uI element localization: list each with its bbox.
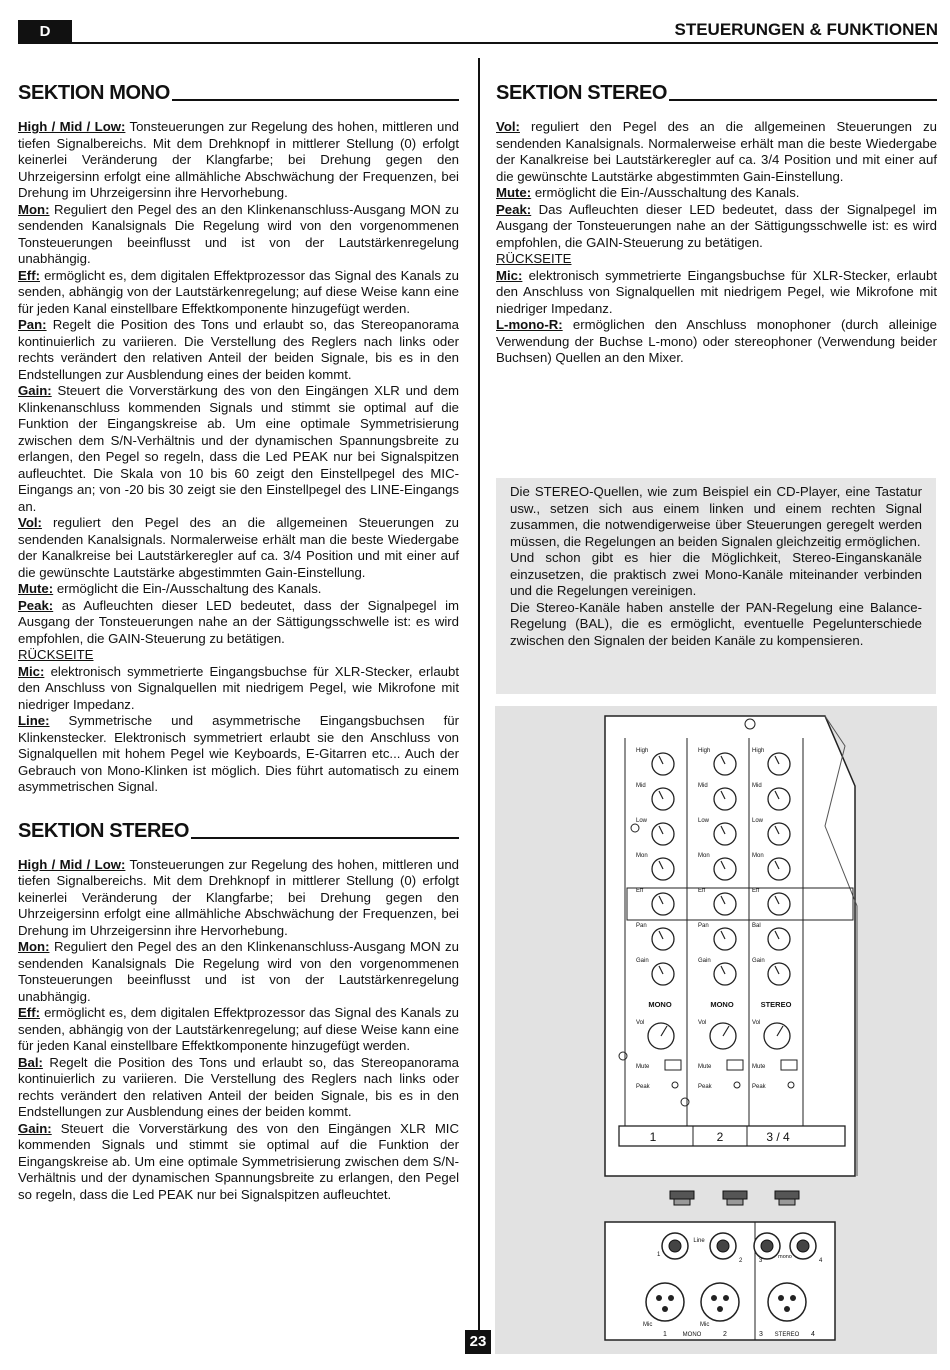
text-paragraph <box>18 581 459 598</box>
jack-connector-icon <box>775 1191 799 1199</box>
channel-number: 2 <box>723 1331 727 1338</box>
text-paragraph <box>18 713 459 796</box>
term-description: as Aufleuchten dieser LED bedeutet, dass der Signalpegel im Ausgang der Tonsteuerungen nahe an der Sättigungsschwelle ist: es wird empfohlen, die GAIN-Steuerung zu betätigen. <box>18 597 459 646</box>
term-description: ermöglicht es, dem digitalen Effektprozessor das Signal des Kanals zu senden, abhängig von der Lautstärkenregelung; auf diese Weise kann eine für jeden Kanal einstellbare Effektkomponente hinzugefügt werden. <box>18 267 459 316</box>
term-description: Steuert die Vorverstärkung des von den Eingängen XLR MIC kommenden Signals und stimmt sie optimal auf die Funktion der Eingangskreise ab. Um eine optimale Symmetrisierung zwischen dem S/N-Verhältnis und der dynamischen Spannungsbreite zu erlangen, den Pegel so regeln, dass die Led PEAK nur bei Signalspitzen aufleuchtet. <box>18 1120 459 1202</box>
term-description: Tonsteuerungen zur Regelung des hohen, mittleren und tiefen Signalbereichs. Mit dem Drehknopf in mittlerer Stellung (0) erfolgt keinerlei Veränderung der Klangfarbe; bei Drehung gegen den Uhrzeigersinn erfolgt eine allmähliche Abschwächung der Frequenzen, bei Drehung im Uhrzeigersinn ihre Hervorhebung. <box>18 119 459 200</box>
xlr-pin <box>662 1306 668 1312</box>
mute-button-icon <box>781 1060 797 1070</box>
knob-label: Mon <box>752 853 764 859</box>
peak-label: Peak <box>698 1084 712 1090</box>
knob-label: Pan <box>698 923 709 929</box>
jack-connector-icon <box>727 1199 743 1205</box>
knob-label: Eff <box>698 888 706 894</box>
subheading: RÜCKSEITE <box>18 647 94 662</box>
section-title-stereo-left: SEKTION STEREO <box>18 820 459 843</box>
volume-label: Vol <box>698 1020 707 1026</box>
mute-label: Mute <box>698 1064 712 1070</box>
xlr-pin <box>668 1295 674 1301</box>
xlr-mic-jack-icon <box>646 1283 684 1321</box>
peak-label: Peak <box>636 1084 650 1090</box>
line-jack-hole <box>669 1240 681 1252</box>
term-description: elektronisch symmetrierte Eingangsbuchse für XLR-Stecker, erlaubt den Anschluss von Signalquellen mit niedrigem Pegel, wie Mikrofone mit niedriger Impedanz. <box>496 267 937 316</box>
section-title-stereo-right: SEKTION STEREO <box>496 82 937 105</box>
line-jack-hole <box>761 1240 773 1252</box>
jack-connector-icon <box>670 1191 694 1199</box>
text-paragraph <box>496 251 937 268</box>
xlr-pin <box>778 1295 784 1301</box>
knob-label: Gain <box>752 958 765 964</box>
jack-number: 4 <box>819 1258 823 1264</box>
page-number: 23 <box>465 1330 491 1354</box>
text-paragraph <box>496 202 937 252</box>
section-title-mono: SEKTION MONO <box>18 82 459 105</box>
stereo-label: STEREO <box>774 1332 800 1338</box>
mixer-diagram <box>495 706 937 1354</box>
knob-label: Low <box>636 818 648 824</box>
mute-label: Mute <box>636 1064 650 1070</box>
mic-label: Mic <box>700 1322 710 1328</box>
term-label: Peak: <box>496 201 532 217</box>
term-description: Symmetrische und asymmetrische Eingangsbuchsen für Klinkenstecker. Elektronisch symmetriert erlaubt sie den Anschluss von Signalquellen mit hohem Pegel wie Keyboards, E-Gitarren etc... Auch der Gebrauch von Mono-Klinken ist möglich. Dies führt automatisch zu einem asymmetrischen Signal. <box>18 713 459 794</box>
term-label: Mon: <box>18 939 50 954</box>
knob-label: High <box>698 748 711 754</box>
term-description: Reguliert den Pegel des an den Klinkenanschluss-Ausgang MON zu sendenden Kanalsignals Die Regelung wird von den vorgenommenen Tonsteuerungen beeinflusst und ist von der Lautstärkenregelung unabhängig. <box>18 939 459 1004</box>
term-label: Vol: <box>18 515 42 530</box>
column-divider <box>478 58 480 1353</box>
jack-connector-icon <box>779 1199 795 1205</box>
knob-label: Eff <box>752 888 760 894</box>
channel-number: 3 <box>759 1331 763 1338</box>
mono-section-text <box>18 119 459 796</box>
text-paragraph <box>496 317 937 367</box>
channel-number: 1 <box>649 1130 657 1144</box>
header-title: STEUERUNGEN & FUNKTIONEN <box>674 20 938 39</box>
text-paragraph <box>496 185 937 202</box>
line-label: Line <box>693 1238 705 1244</box>
text-paragraph <box>18 515 459 581</box>
right-column <box>496 80 937 367</box>
lmono-label: mono <box>778 1254 792 1260</box>
knob-label: Mid <box>698 783 708 789</box>
term-label: Line: <box>18 713 50 728</box>
term-label: Eff: <box>18 267 40 283</box>
term-description: Reguliert den Pegel des an den Klinkenanschluss-Ausgang MON zu sendenden Kanalsignals Die Regelung wird von den vorgenommenen Tonsteuerungen beeinflusst und ist von der Lautstärkenregelung unabhängig. <box>18 201 459 266</box>
term-description: Regelt die Position des Tons und erlaubt so, das Stereopanorama kontinuierlich zu variieren. Die Verstellung des Reglers nach links oder rechts verändert den relativen Anteil der beiden Signale, bis es in den Endstellungen zur Ausblendung eines der beiden kommt. <box>18 317 459 382</box>
knob-label: Mid <box>752 783 762 789</box>
line-jack-hole <box>797 1240 809 1252</box>
knob-label: Low <box>752 818 764 824</box>
term-label: Peak: <box>18 597 54 613</box>
text-paragraph <box>18 383 459 515</box>
knob-label: Gain <box>698 958 711 964</box>
page-header <box>18 18 938 46</box>
text-paragraph <box>18 664 459 714</box>
subheading: RÜCKSEITE <box>496 251 572 266</box>
xlr-pin <box>784 1306 790 1312</box>
stereo-section-text-left <box>18 857 459 1204</box>
knob-label: Mon <box>636 853 648 859</box>
left-column <box>18 80 459 1203</box>
term-description: Steuert die Vorverstärkung des von den Eingängen XLR und dem Klinkenanschluss kommenden Signals und stimmt sie optimal auf die Funktion der Eingangskreise ab. Um eine optimale Symmetrisierung zwischen dem S/N-Verhältnis und der dynamischen Spannungsbreite zu erlangen, den Pegel so regeln, dass die Led PEAK nur bei Signalspitzen aufleuchtet. Die Skala von 10 bis 60 zeigt den Einstellpegel des MIC-Eingangs an; von -20 bis 30 zeigt sie den Einstellpegel des LINE-Eingangs an. <box>18 383 459 514</box>
term-label: Mute: <box>496 185 532 200</box>
term-label: L-mono-R: <box>496 317 563 332</box>
term-description: ermöglichen den Anschluss monophoner (durch alleinige Verwendung der Buchse L-mono) oder stereophoner (Verwendung beider Buchsen) Quellen an den Mixer. <box>496 317 937 365</box>
channel-type-label: STEREO <box>760 1000 792 1009</box>
term-description: elektronisch symmetrierte Eingangsbuchse für XLR-Stecker, erlaubt den Anschluss von Signalquellen mit niedrigem Pegel, wie Mikrofone mit niedriger Impedanz. <box>18 663 459 712</box>
channel-type-label: MONO <box>710 1000 734 1009</box>
mute-button-icon <box>727 1060 743 1070</box>
term-description: ermöglicht es, dem digitalen Effektprozessor das Signal des Kanals zu senden, abhängig von der Lautstärkenregelung; auf diese Weise kann eine für jeden Kanal einstellbare Effektkomponente hinzugefügt werden. <box>18 1005 459 1053</box>
knob-label: High <box>752 748 765 754</box>
term-label: Gain: <box>18 1120 52 1136</box>
channel-number: 1 <box>663 1331 667 1338</box>
jack-connector-icon <box>723 1191 747 1199</box>
term-label: Bal: <box>18 1054 43 1070</box>
term-label: Eff: <box>18 1005 40 1020</box>
xlr-mic-jack-icon <box>768 1283 806 1321</box>
volume-label: Vol <box>752 1020 761 1026</box>
term-label: Gain: <box>18 383 52 398</box>
text-paragraph <box>18 1005 459 1055</box>
xlr-pin <box>717 1306 723 1312</box>
text-paragraph <box>18 1121 459 1204</box>
text-paragraph <box>18 1055 459 1121</box>
info-paragraph: Die Stereo-Kanäle haben anstelle der PAN-Regelung eine Balance-Regelung (BAL), die es ermöglicht, eventuelle Pegelunterschiede zwischen den Signalen der beiden Kanäle zu kompensieren. <box>510 599 922 648</box>
text-paragraph <box>18 268 459 318</box>
mute-label: Mute <box>752 1064 766 1070</box>
xlr-pin <box>723 1295 729 1301</box>
knob-label: Bal <box>752 923 761 929</box>
stereo-info-box <box>496 478 936 694</box>
line-jack-hole <box>717 1240 729 1252</box>
text-paragraph <box>496 119 937 185</box>
text-paragraph <box>18 119 459 202</box>
term-label: Mic: <box>496 267 523 283</box>
text-paragraph <box>18 939 459 1005</box>
term-description: Tonsteuerungen zur Regelung des hohen, mittleren und tiefen Signalbereichs. Mit dem Drehknopf in mittlerer Stellung (0) erfolgt keinerlei Veränderung der Klangfarbe; bei Drehung gegen den Uhrzeigersinn erfolgt eine allmähliche Abschwächung der Frequenzen, bei Drehung im Uhrzeigersinn ihre Hervorhebung. <box>18 856 459 938</box>
term-description: Regelt die Position des Tons und erlaubt so, das Stereopanorama kontinuierlich zu variieren. Die Verstellung des Reglers nach links oder rechts verändert den relativen Anteil der beiden Signale, bis es in den Endstellungen zur Ausblendung eines der beiden kommt. <box>18 1054 459 1119</box>
peak-label: Peak <box>752 1084 766 1090</box>
term-label: High / Mid / Low: <box>18 856 126 872</box>
term-label: Mon: <box>18 201 50 217</box>
knob-label: Eff <box>636 888 644 894</box>
text-paragraph <box>496 268 937 318</box>
language-tab: D <box>18 20 72 44</box>
term-description: reguliert den Pegel des an die allgemeinen Steuerungen zu sendenden Kanalsignals. Normalerweise erhält man die beste Wiedergabe der Kanalkreise bei Lautstärkeregler auf ca. 3/4 Position und mit einer auf die gewünschte Lautstärke abgestimmten Gain-Einstellung. <box>496 119 937 184</box>
knob-label: Mon <box>698 853 710 859</box>
jack-connector-icon <box>674 1199 690 1205</box>
jack-number: 2 <box>739 1258 743 1264</box>
term-description: Das Aufleuchten dieser LED bedeutet, dass der Signalpegel im Ausgang der Tonsteuerungen nahe an der Sättigungsschwelle ist: es wird empfohlen, die GAIN-Steuerung zu betätigen. <box>496 201 937 250</box>
text-paragraph <box>18 317 459 383</box>
channel-number: 2 <box>716 1130 724 1144</box>
knob-label: Low <box>698 818 710 824</box>
knob-label: Pan <box>636 923 647 929</box>
term-label: Mic: <box>18 663 45 679</box>
text-paragraph <box>18 857 459 940</box>
mixer-diagram-svg <box>495 706 937 1354</box>
knob-label: Gain <box>636 958 649 964</box>
text-paragraph <box>18 647 459 664</box>
term-description: reguliert den Pegel des an die allgemeinen Steuerungen zu sendenden Kanalsignals. Normalerweise erhält man die beste Wiedergabe der Kanalkreise bei Lautstärkeregler auf ca. 3/4 Position und mit einer auf die gewünschte Lautstärke abgestimmten Gain-Einstellung. <box>18 515 459 580</box>
xlr-pin <box>656 1295 662 1301</box>
term-description: ermöglicht die Ein-/Ausschaltung des Kanals. <box>531 185 800 200</box>
knob-label: Mid <box>636 783 646 789</box>
volume-label: Vol <box>636 1020 645 1026</box>
mic-label: Mic <box>643 1322 653 1328</box>
term-label: Vol: <box>496 119 520 134</box>
knob-label: High <box>636 748 649 754</box>
info-paragraph: Und schon gibt es hier die Möglichkeit, Stereo-Einganskanäle einzusetzen, die praktisch zwei Mono-Kanäle miteinander verbinden und die Regelungen vereinigen. <box>510 550 922 598</box>
term-label: Mute: <box>18 581 54 596</box>
xlr-pin <box>790 1295 796 1301</box>
xlr-pin <box>711 1295 717 1301</box>
term-label: Pan: <box>18 317 47 332</box>
stereo-section-text-right <box>496 119 937 367</box>
header-rule <box>72 42 938 44</box>
channel-number: 4 <box>811 1331 815 1338</box>
info-paragraph: Die STEREO-Quellen, wie zum Beispiel ein CD-Player, eine Tastatur usw., setzen sich aus einem linken und einem rechten Signal zusammen, die notwendigerweise über Steuerungen geregelt werden müssen, die Regelungen an beiden Signalen gleichzeitig ermöglichen. <box>510 484 922 549</box>
jack-number: 3 <box>759 1258 763 1264</box>
mute-button-icon <box>665 1060 681 1070</box>
term-description: ermöglicht die Ein-/Ausschaltung des Kanals. <box>53 581 322 596</box>
text-paragraph <box>18 202 459 268</box>
term-label: High / Mid / Low: <box>18 119 126 134</box>
channel-type-label: MONO <box>648 1000 672 1009</box>
mono-label: MONO <box>682 1332 702 1338</box>
xlr-mic-jack-icon <box>701 1283 739 1321</box>
text-paragraph <box>18 598 459 648</box>
jack-number: 1 <box>657 1252 661 1258</box>
channel-number: 3 / 4 <box>766 1130 790 1144</box>
